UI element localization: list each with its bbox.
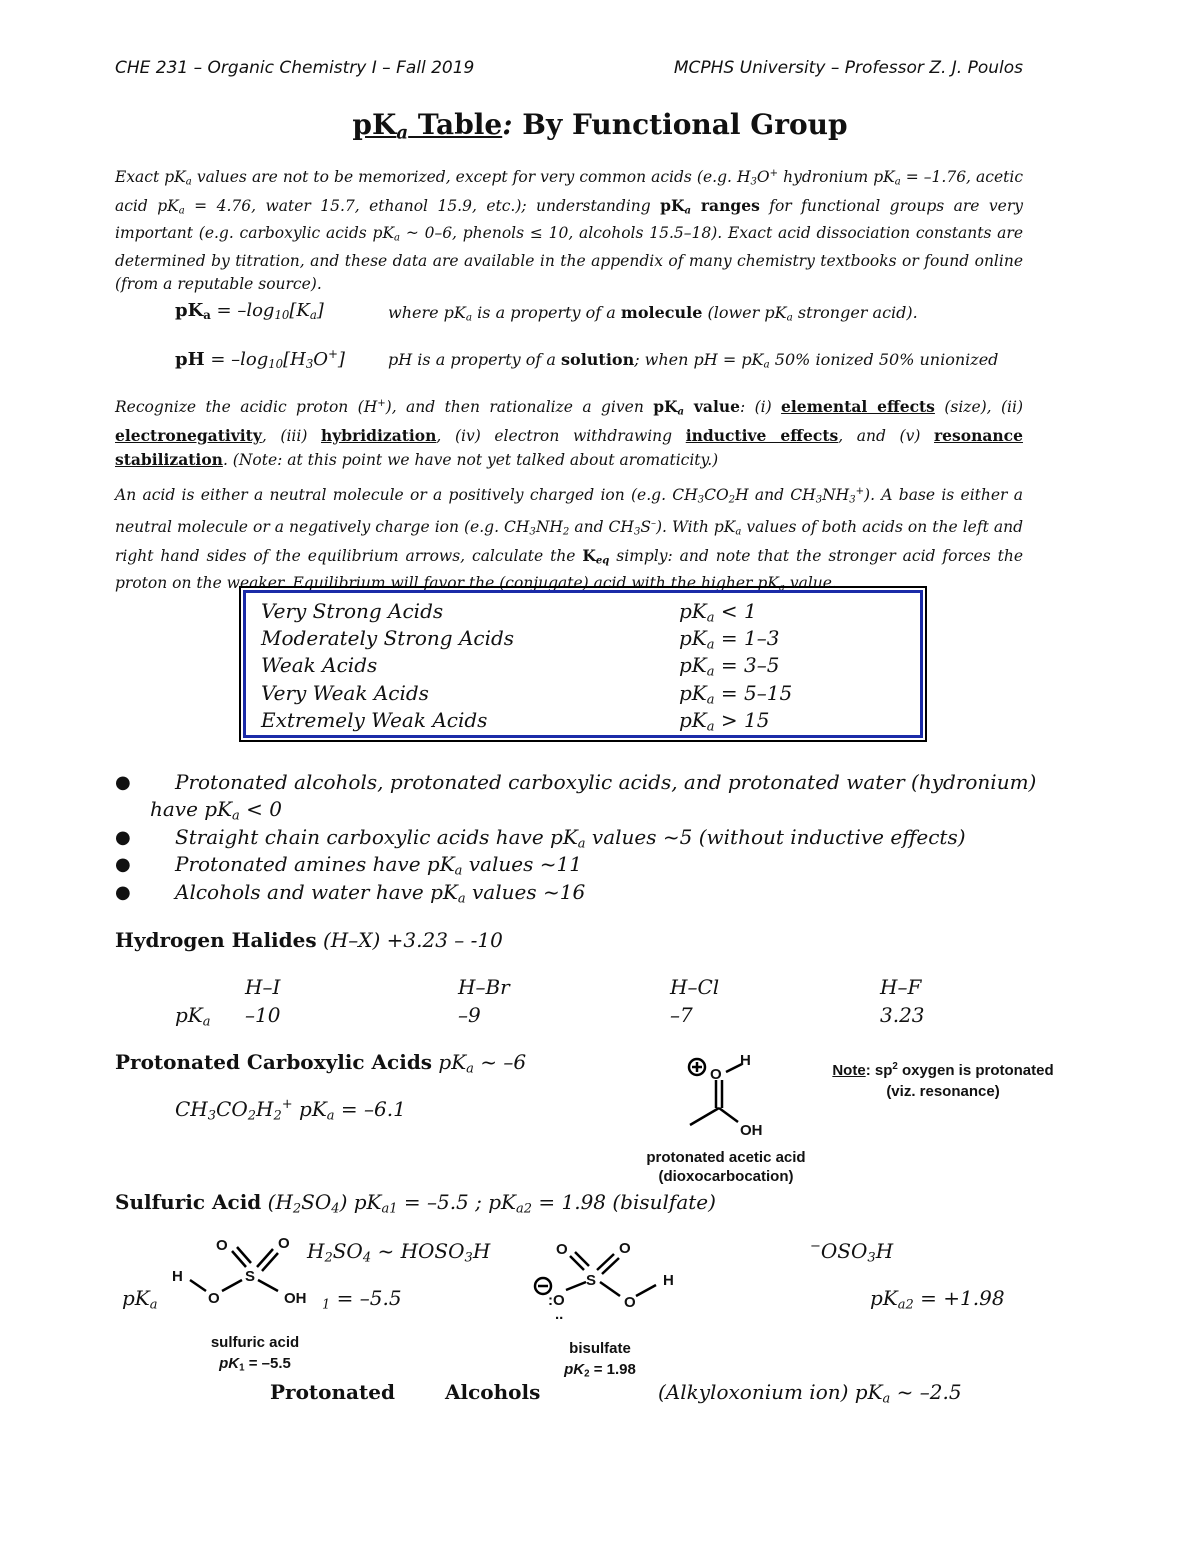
pka1-value: $_1$ = –5.5 <box>322 1286 402 1313</box>
pka-label: $pK_a$ <box>122 1286 158 1313</box>
pka-formula: $pK_a = -\log_{10}[K_a]$ <box>175 300 324 322</box>
strength-value: $pK_a = 3-5$ <box>679 653 780 680</box>
section-protonated-alcohols: Protonated <box>270 1380 395 1404</box>
lone-pair: .. <box>555 1306 564 1323</box>
atom-label: O <box>710 1066 722 1083</box>
resonance-note: Note: $sp^2$ oxygen is protonated (viz. resonance) <box>832 1061 1054 1100</box>
halide-value: –7 <box>670 1003 693 1027</box>
atom-label: O <box>624 1294 636 1311</box>
halide-header: H–Br <box>458 975 510 999</box>
strength-value: $pK_a > 15$ <box>679 708 770 735</box>
section-hydrogen-halides: Hydrogen Halides (H–X) +3.23 – -10 <box>115 928 503 952</box>
strength-value: $pK_a = 1-3$ <box>679 626 780 653</box>
strength-label: Moderately Strong Acids <box>261 626 515 650</box>
atom-label: H <box>172 1268 183 1285</box>
atom-label: O <box>208 1290 220 1307</box>
section-protonated-alcohols-2: Alcohols <box>445 1380 541 1404</box>
header-university: MCPHS University – Professor Z. J. Poulos <box>673 58 1023 78</box>
sulfuric-formula: $H_2SO_4$ ~ $HOSO_3H$ <box>307 1239 491 1266</box>
atom-label: H <box>663 1272 674 1289</box>
atom-label: O <box>278 1235 290 1252</box>
strength-label: Weak Acids <box>261 653 378 677</box>
carboxylic-formula: $CH_3CO_2H_2^+$ $pK_a = -6.1$ <box>175 1097 406 1124</box>
pka2-value: $pK_{a2} = +1.98$ <box>870 1286 1005 1313</box>
pka-description: where $pK_a$ is a property of a molecule (lower $pK_a$ stronger acid). <box>388 303 918 324</box>
strength-label: Very Weak Acids <box>261 681 429 705</box>
bullet-item: ● Protonated alcohols, protonated carboxylic acids, and protonated water (hydronium) have $pK_a < 0$ <box>115 770 1037 824</box>
halide-header: H–Cl <box>670 975 720 999</box>
halide-value: –10 <box>245 1003 281 1027</box>
header-course: CHE 231 – Organic Chemistry I – Fall 2019 <box>115 58 475 78</box>
halide-value: –9 <box>458 1003 481 1027</box>
intro-paragraph: Exact $pK_a$ values are not to be memorized, except for very common acids (e.g. $H_3O^+$ hydronium $pK_a = -1.76$, acetic acid $pK_a = 4.76$, water 15.7, ethanol 15.9, etc.); understanding $pK_a$ ranges for functional groups are very important (e.g. carboxylic acids $pK_a$ ~ 0–6, phenols ≤ 10, alcohols 15.5–18). Exact acid dissociation constants are determined by titration, and these data are available in the appendix of many chemistry textbooks or found online (from a reputable source). <box>115 168 1024 294</box>
halide-header: H–F <box>880 975 922 999</box>
alkyloxonium-range: (Alkyloxonium ion) $pK_a$ ~ –2.5 <box>658 1380 962 1407</box>
strength-value: $pK_a < 1$ <box>679 599 757 626</box>
atom-label: OH <box>284 1290 307 1307</box>
atom-label: S <box>586 1272 597 1289</box>
bullet-item: ● Alcohols and water have $pK_a$ values ~16 <box>115 880 586 907</box>
atom-label: :O <box>548 1292 565 1309</box>
halide-row-label: $pK_a$ <box>175 1003 211 1030</box>
atom-label: OH <box>740 1122 763 1139</box>
atom-label: O <box>216 1237 228 1254</box>
strength-label: Very Strong Acids <box>261 599 444 623</box>
halide-value: 3.23 <box>880 1003 925 1027</box>
bisulfate-caption: bisulfate $pK_2 = 1.98$ <box>564 1340 636 1380</box>
section-sulfuric-acid: Sulfuric Acid $(H_2SO_4) pK_{a1} = -5.5$ ; $pK_{a2} = 1.98$ (bisulfate) <box>115 1190 716 1217</box>
acid-strength-table <box>243 590 923 738</box>
atom-label: H <box>740 1052 751 1069</box>
sulfuric-caption: sulfuric acid $pK_1 = -5.5$ <box>210 1334 300 1374</box>
bisulfate-formula: $^-OSO_3H$ <box>810 1239 894 1266</box>
strength-label: Extremely Weak Acids <box>261 708 488 732</box>
ph-formula: pH = $-\log_{10}[H_3O^+]$ <box>175 347 345 371</box>
section-carboxylic: Protonated Carboxylic Acids $pK_a$ ~ –6 <box>115 1050 527 1077</box>
recognize-paragraph: Recognize the acidic proton (H+), and then rationalize a given $pK_a$ value: (i) elemental effects (size), (ii) electronegativity, (iii) hybridization, (iv) electron withdrawing inductive effects, and (v) resonance stabilization. (Note: at this point we have not yet talked about aromaticity.) <box>115 397 1023 469</box>
ph-description: pH is a property of a solution; when pH = $pK_a$ 50% ionized 50% unionized <box>388 350 999 371</box>
atom-label: S <box>245 1268 256 1285</box>
structure-caption: protonated acetic acid (dioxocarbocation) <box>646 1149 806 1185</box>
acid-base-paragraph: An acid is either a neutral molecule or a positively charged ion (e.g. $CH_3CO_2H$ and $CH_3NH_3^+$). A base is either a neutral molecule or a negatively charge ion (e.g. $CH_3NH_2$ and $CH_3S^-$). With $pK_a$ values of both acids on the left and right hand sides of the equilibrium arrows, calculate the $K_{eq}$ simply: and note that the stronger acid forces the proton on the weaker. Equilibrium will favor the (conjugate) acid with the higher $pK_a$ value. <box>115 486 1023 594</box>
halide-header: H–I <box>245 975 281 999</box>
atom-label: O <box>556 1241 568 1258</box>
bullet-item: ● Straight chain carboxylic acids have $pK_a$ values ~5 (without inductive effects) <box>115 825 966 852</box>
atom-label: O <box>619 1240 631 1257</box>
strength-value: $pK_a = 5-15$ <box>679 681 793 708</box>
page-title: $pK_a$ Table: By Functional Group <box>352 108 848 144</box>
bullet-item: ● Protonated amines have $pK_a$ values ~11 <box>115 852 582 879</box>
